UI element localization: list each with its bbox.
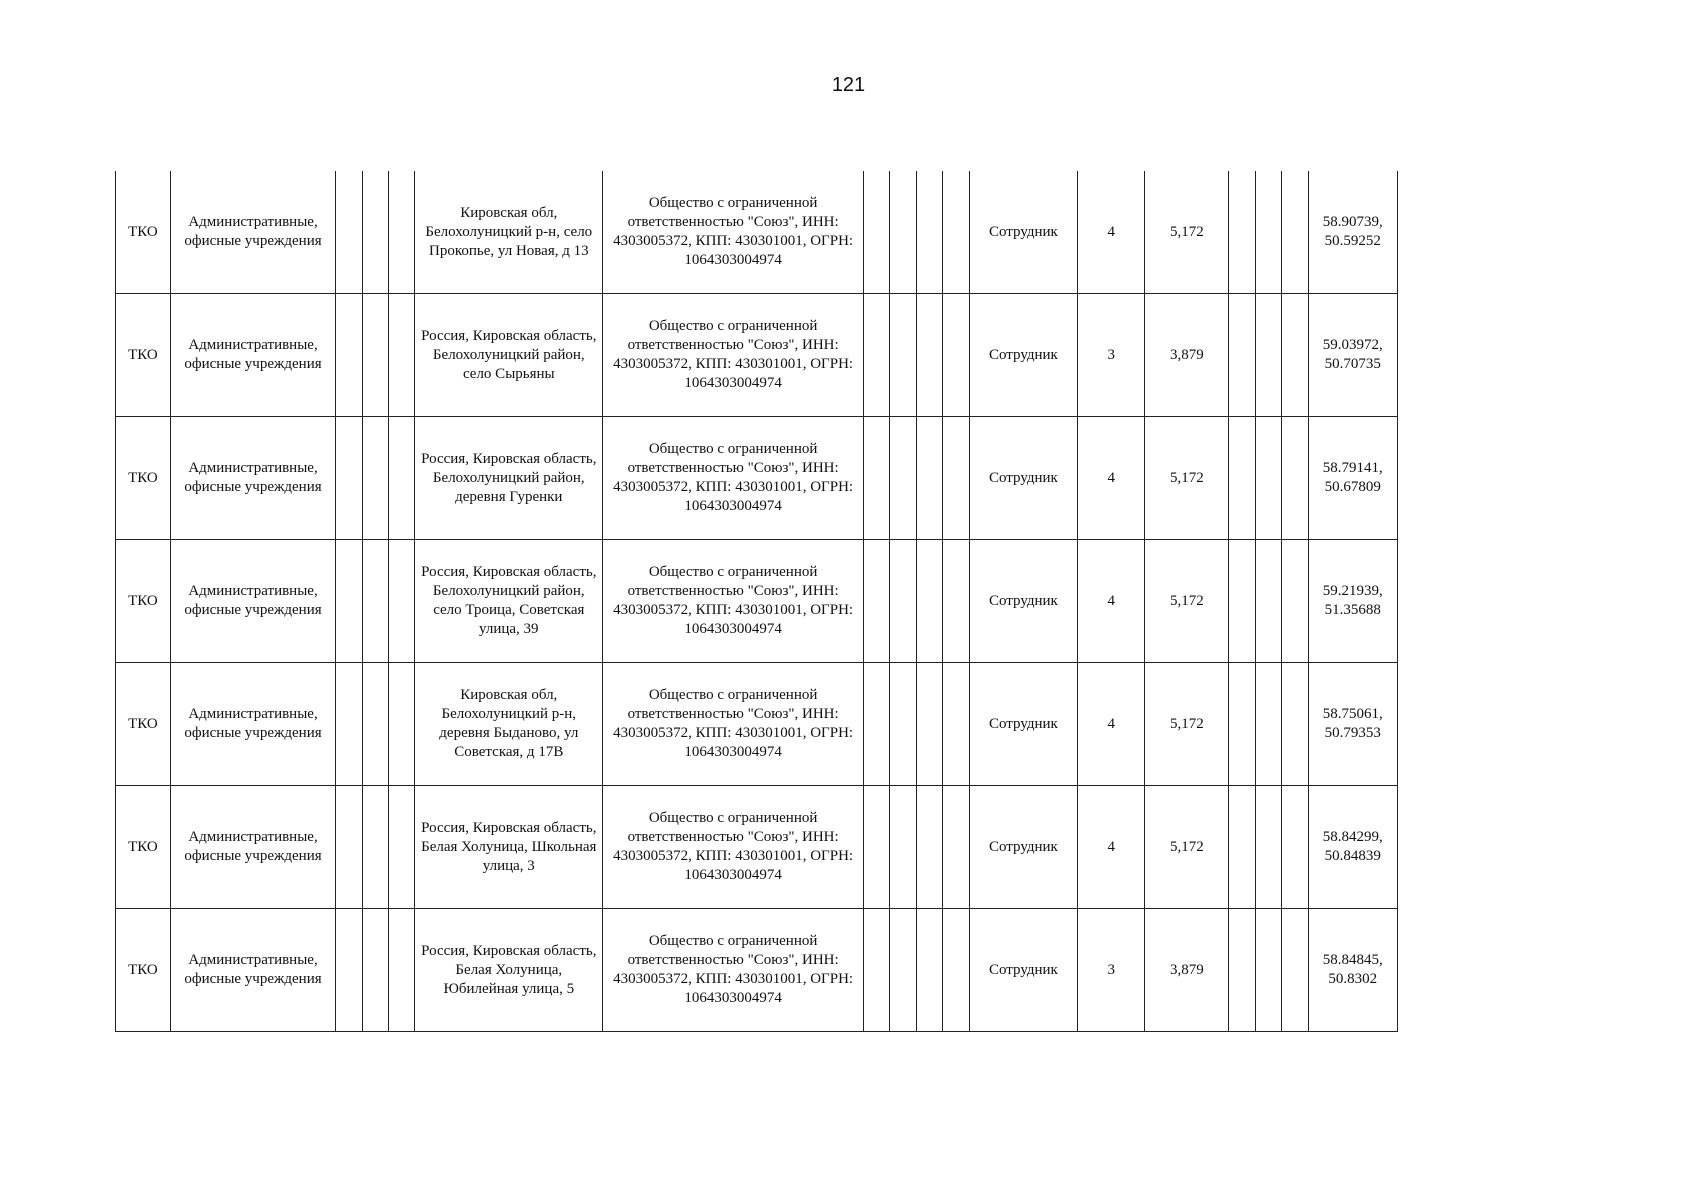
count-cell: 3	[1078, 294, 1145, 417]
empty-cell	[336, 786, 362, 909]
coordinates-cell: 58.79141, 50.67809	[1308, 417, 1397, 540]
empty-cell	[916, 909, 942, 1032]
empty-cell	[1255, 171, 1281, 294]
count-cell: 4	[1078, 171, 1145, 294]
category-cell: Административные, офисные учреждения	[170, 909, 335, 1032]
table-body	[116, 171, 1398, 1032]
table-row	[116, 417, 1398, 540]
empty-cell	[916, 171, 942, 294]
volume-cell: 5,172	[1145, 417, 1229, 540]
organization-cell: Общество с ограниченной ответственностью "Союз", ИНН: 4303005372, КПП: 430301001, ОГРН: 1064303004974	[603, 909, 864, 1032]
empty-cell	[336, 540, 362, 663]
address-cell: Россия, Кировская область, Белохолуницкий район, село Сырьяны	[415, 294, 603, 417]
empty-cell	[1282, 663, 1308, 786]
address-cell: Россия, Кировская область, Белохолуницкий район, село Троица, Советская улица, 39	[415, 540, 603, 663]
empty-cell	[389, 786, 415, 909]
table-row	[116, 171, 1398, 294]
address-cell: Россия, Кировская область, Белая Холуница, Школьная улица, 3	[415, 786, 603, 909]
empty-cell	[890, 294, 916, 417]
waste-type-cell: ТКО	[116, 417, 171, 540]
empty-cell	[943, 663, 969, 786]
organization-cell: Общество с ограниченной ответственностью "Союз", ИНН: 4303005372, КПП: 430301001, ОГРН: 1064303004974	[603, 171, 864, 294]
volume-cell: 3,879	[1145, 909, 1229, 1032]
volume-cell: 5,172	[1145, 540, 1229, 663]
category-cell: Административные, офисные учреждения	[170, 663, 335, 786]
unit-cell: Сотрудник	[969, 663, 1078, 786]
empty-cell	[890, 171, 916, 294]
address-cell: Кировская обл, Белохолуницкий р-н, деревня Быданово, ул Советская, д 17В	[415, 663, 603, 786]
category-cell: Административные, офисные учреждения	[170, 540, 335, 663]
waste-type-cell: ТКО	[116, 294, 171, 417]
empty-cell	[916, 417, 942, 540]
empty-cell	[362, 294, 388, 417]
empty-cell	[1229, 663, 1255, 786]
empty-cell	[1282, 909, 1308, 1032]
empty-cell	[916, 294, 942, 417]
empty-cell	[864, 417, 890, 540]
empty-cell	[943, 540, 969, 663]
empty-cell	[336, 417, 362, 540]
empty-cell	[389, 540, 415, 663]
count-cell: 4	[1078, 417, 1145, 540]
volume-cell: 5,172	[1145, 663, 1229, 786]
empty-cell	[916, 786, 942, 909]
empty-cell	[864, 294, 890, 417]
empty-cell	[1229, 786, 1255, 909]
page-number: 121	[831, 74, 866, 96]
unit-cell: Сотрудник	[969, 786, 1078, 909]
empty-cell	[362, 909, 388, 1032]
empty-cell	[1229, 294, 1255, 417]
table-row	[116, 909, 1398, 1032]
address-cell: Россия, Кировская область, Белохолуницкий район, деревня Гуренки	[415, 417, 603, 540]
organization-cell: Общество с ограниченной ответственностью "Союз", ИНН: 4303005372, КПП: 430301001, ОГРН: 1064303004974	[603, 417, 864, 540]
empty-cell	[336, 663, 362, 786]
category-cell: Административные, офисные учреждения	[170, 171, 335, 294]
count-cell: 4	[1078, 663, 1145, 786]
empty-cell	[362, 786, 388, 909]
organization-cell: Общество с ограниченной ответственностью "Союз", ИНН: 4303005372, КПП: 430301001, ОГРН: 1064303004974	[603, 663, 864, 786]
empty-cell	[1282, 294, 1308, 417]
empty-cell	[389, 417, 415, 540]
unit-cell: Сотрудник	[969, 294, 1078, 417]
empty-cell	[1229, 540, 1255, 663]
volume-cell: 3,879	[1145, 294, 1229, 417]
empty-cell	[1282, 786, 1308, 909]
empty-cell	[1282, 171, 1308, 294]
unit-cell: Сотрудник	[969, 171, 1078, 294]
category-cell: Административные, офисные учреждения	[170, 294, 335, 417]
empty-cell	[389, 909, 415, 1032]
unit-cell: Сотрудник	[969, 540, 1078, 663]
empty-cell	[389, 171, 415, 294]
empty-cell	[336, 171, 362, 294]
waste-sources-table	[115, 171, 1398, 1032]
empty-cell	[1255, 294, 1281, 417]
organization-cell: Общество с ограниченной ответственностью "Союз", ИНН: 4303005372, КПП: 430301001, ОГРН: 1064303004974	[603, 540, 864, 663]
empty-cell	[336, 909, 362, 1032]
empty-cell	[916, 540, 942, 663]
address-cell: Россия, Кировская область, Белая Холуница, Юбилейная улица, 5	[415, 909, 603, 1032]
empty-cell	[362, 171, 388, 294]
empty-cell	[943, 909, 969, 1032]
empty-cell	[1255, 417, 1281, 540]
empty-cell	[864, 909, 890, 1032]
empty-cell	[943, 294, 969, 417]
empty-cell	[864, 540, 890, 663]
table-row	[116, 294, 1398, 417]
empty-cell	[362, 540, 388, 663]
volume-cell: 5,172	[1145, 171, 1229, 294]
coordinates-cell: 58.90739, 50.59252	[1308, 171, 1397, 294]
empty-cell	[1229, 909, 1255, 1032]
table-row	[116, 786, 1398, 909]
empty-cell	[1282, 417, 1308, 540]
empty-cell	[943, 786, 969, 909]
empty-cell	[864, 786, 890, 909]
empty-cell	[336, 294, 362, 417]
category-cell: Административные, офисные учреждения	[170, 786, 335, 909]
empty-cell	[362, 663, 388, 786]
empty-cell	[362, 417, 388, 540]
coordinates-cell: 59.03972, 50.70735	[1308, 294, 1397, 417]
empty-cell	[389, 294, 415, 417]
empty-cell	[943, 171, 969, 294]
count-cell: 4	[1078, 786, 1145, 909]
volume-cell: 5,172	[1145, 786, 1229, 909]
waste-type-cell: ТКО	[116, 540, 171, 663]
empty-cell	[1255, 786, 1281, 909]
empty-cell	[1255, 909, 1281, 1032]
unit-cell: Сотрудник	[969, 417, 1078, 540]
unit-cell: Сотрудник	[969, 909, 1078, 1032]
table-row	[116, 663, 1398, 786]
coordinates-cell: 58.75061, 50.79353	[1308, 663, 1397, 786]
waste-type-cell: ТКО	[116, 171, 171, 294]
table-row	[116, 540, 1398, 663]
empty-cell	[864, 663, 890, 786]
empty-cell	[890, 909, 916, 1032]
empty-cell	[1229, 171, 1255, 294]
empty-cell	[864, 171, 890, 294]
coordinates-cell: 58.84845, 50.8302	[1308, 909, 1397, 1032]
waste-type-cell: ТКО	[116, 909, 171, 1032]
count-cell: 3	[1078, 909, 1145, 1032]
empty-cell	[1282, 540, 1308, 663]
empty-cell	[1255, 663, 1281, 786]
empty-cell	[389, 663, 415, 786]
empty-cell	[1255, 540, 1281, 663]
organization-cell: Общество с ограниченной ответственностью "Союз", ИНН: 4303005372, КПП: 430301001, ОГРН: 1064303004974	[603, 786, 864, 909]
waste-type-cell: ТКО	[116, 786, 171, 909]
empty-cell	[890, 786, 916, 909]
waste-type-cell: ТКО	[116, 663, 171, 786]
count-cell: 4	[1078, 540, 1145, 663]
organization-cell: Общество с ограниченной ответственностью "Союз", ИНН: 4303005372, КПП: 430301001, ОГРН: 1064303004974	[603, 294, 864, 417]
empty-cell	[943, 417, 969, 540]
empty-cell	[916, 663, 942, 786]
coordinates-cell: 59.21939, 51.35688	[1308, 540, 1397, 663]
category-cell: Административные, офисные учреждения	[170, 417, 335, 540]
address-cell: Кировская обл, Белохолуницкий р-н, село Прокопье, ул Новая, д 13	[415, 171, 603, 294]
coordinates-cell: 58.84299, 50.84839	[1308, 786, 1397, 909]
empty-cell	[1229, 417, 1255, 540]
empty-cell	[890, 663, 916, 786]
empty-cell	[890, 540, 916, 663]
empty-cell	[890, 417, 916, 540]
